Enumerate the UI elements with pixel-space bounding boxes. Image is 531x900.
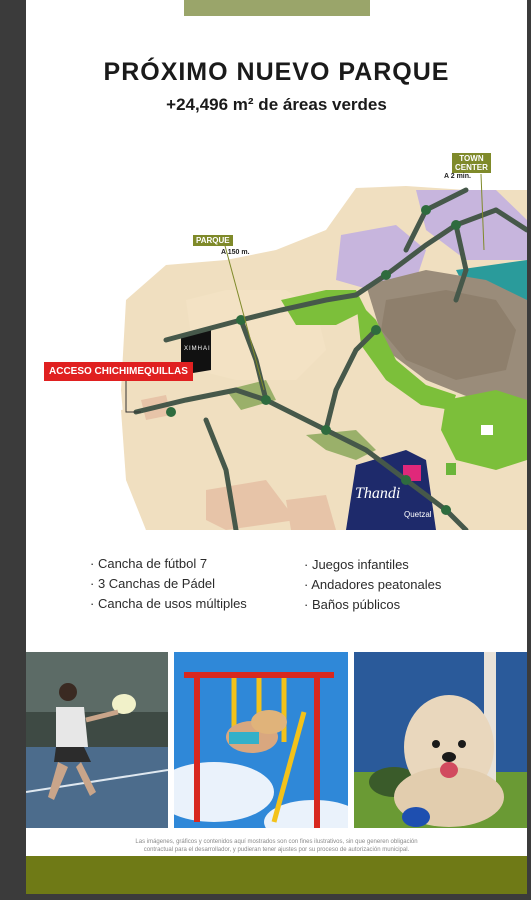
parque-distance: A 150 m. xyxy=(221,249,250,256)
bottom-strip xyxy=(26,894,527,900)
padel-player-photo xyxy=(26,652,168,828)
amenity-item: · Cancha de usos múltiples xyxy=(90,596,247,611)
park-marker-icon xyxy=(446,463,456,475)
child-playground-photo xyxy=(174,652,348,828)
amenities-right xyxy=(304,555,441,615)
amenities-left xyxy=(90,554,247,614)
left-frame xyxy=(0,0,26,900)
parque-label: PARQUE xyxy=(193,235,233,246)
page-title: PRÓXIMO NUEVO PARQUE xyxy=(103,58,450,86)
disclaimer: Las imágenes, gráficos y contenidos aquí mostrados son con fines ilustrativos, sin que generen obligación contractual para el desarrollador, y pudieran tener ajustes por su proceso de autorización municipal. xyxy=(135,839,418,853)
site-map xyxy=(26,150,527,530)
amenity-item: · 3 Canchas de Pádel xyxy=(90,576,216,591)
right-frame xyxy=(527,0,531,900)
town-center-distance: A 2 min. xyxy=(444,173,471,180)
site-map-graphic xyxy=(26,150,527,530)
amenity-item: · Cancha de fútbol 7 xyxy=(90,556,208,571)
thandi-logo-text: Thandi xyxy=(355,485,401,502)
amenity-item: · Baños públicos xyxy=(304,597,401,612)
quetzal-logo-text: Quetzal xyxy=(404,510,432,519)
amenity-item: · Andadores peatonales xyxy=(304,577,442,592)
top-tab-accent xyxy=(184,0,370,16)
brochure-page xyxy=(26,0,527,900)
amenity-item: · Juegos infantiles xyxy=(304,557,409,572)
acceso-label: ACCESO CHICHIMEQUILLAS xyxy=(44,362,193,381)
ximhai-logo-text: XIMHAI xyxy=(184,346,211,352)
bottom-bar xyxy=(26,856,527,894)
dog-park-photo xyxy=(354,652,527,828)
restroom-icon xyxy=(481,425,493,435)
page-subtitle: +24,496 m² de áreas verdes xyxy=(166,95,387,114)
town-center-label: TOWN CENTER xyxy=(452,153,491,173)
